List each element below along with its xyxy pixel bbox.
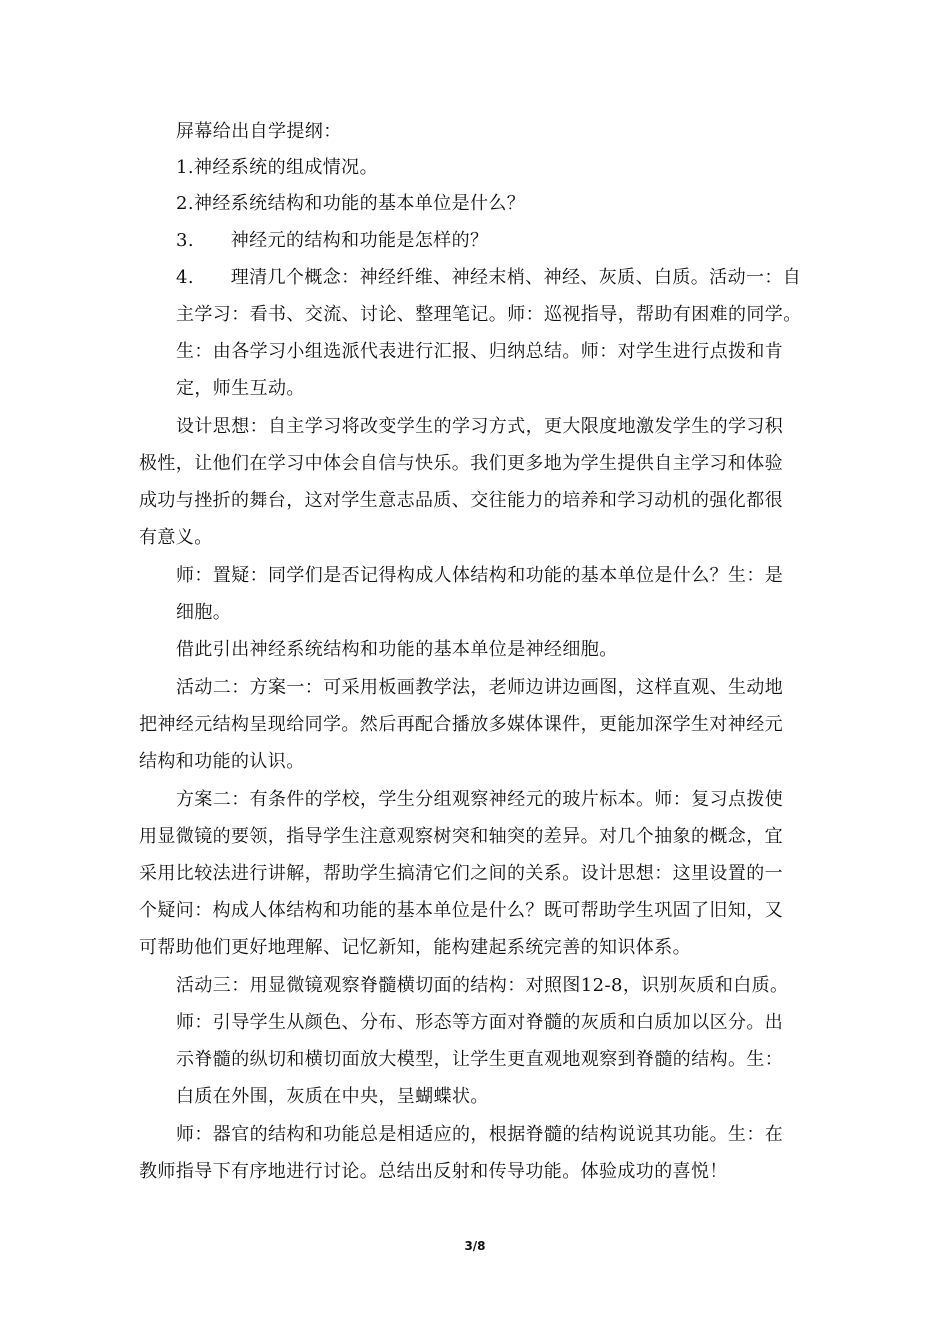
text-line: 1.神经系统的组成情况。 <box>176 157 378 178</box>
text-line: 采用比较法进行讲解，帮助学生搞清它们之间的关系。设计思想：这里设置的一 <box>139 863 783 884</box>
text-line: 屏幕给出自学提纲： <box>176 121 342 142</box>
text-line: 主学习：看书、交流、讨论、整理笔记。师：巡视指导，帮助有困难的同学。 <box>176 304 802 325</box>
text-line: 活动二：方案一：可采用板画教学法，老师边讲边画图，这样直观、生动地 <box>176 677 784 698</box>
page-number: 3/8 <box>464 1239 486 1253</box>
text-line: 2.神经系统结构和功能的基本单位是什么？ <box>176 193 526 214</box>
text-line: 设计思想：自主学习将改变学生的学习方式，更大限度地激发学生的学习积 <box>176 416 784 437</box>
text-line: 用显微镜的要领，指导学生注意观察树突和轴突的差异。对几个抽象的概念，宜 <box>139 826 783 847</box>
text-line: 结构和功能的认识。 <box>139 751 305 772</box>
text-line: 有意义。 <box>139 527 213 548</box>
text-line: 4. 理清几个概念：神经纤维、神经末梢、神经、灰质、白质。活动一：自 <box>176 267 802 288</box>
text-line: 成功与挫折的舞台，这对学生意志品质、交往能力的培养和学习动机的强化都很 <box>139 490 783 511</box>
text-line: 方案二：有条件的学校，学生分组观察神经元的玻片标本。师：复习点拨使 <box>176 789 784 810</box>
text-line: 细胞。 <box>176 602 232 623</box>
text-line: 教师指导下有序地进行讨论。总结出反射和传导功能。体验成功的喜悦！ <box>139 1161 728 1182</box>
text-line: 生：由各学习小组选派代表进行汇报、归纳总结。师：对学生进行点拨和肯 <box>176 341 784 362</box>
text-line: 师：器官的结构和功能总是相适应的，根据脊髓的结构说说其功能。生：在 <box>176 1124 784 1145</box>
text-line: 把神经元结构呈现给同学。然后再配合播放多媒体课件，更能加深学生对神经元 <box>139 714 783 735</box>
text-line: 借此引出神经系统结构和功能的基本单位是神经细胞。 <box>176 639 618 660</box>
text-line: 个疑问：构成人体结构和功能的基本单位是什么？既可帮助学生巩固了旧知，又 <box>139 900 783 921</box>
text-line: 示脊髓的纵切和横切面放大模型，让学生更直观地观察到脊髓的结构。生： <box>176 1049 784 1070</box>
text-line: 活动三：用显微镜观察脊髓横切面的结构：对照图12-8，识别灰质和白质。 <box>176 975 789 996</box>
text-line: 极性，让他们在学习中体会自信与快乐。我们更多地为学生提供自主学习和体验 <box>139 453 783 474</box>
text-line: 定，师生互动。 <box>176 378 305 399</box>
text-line: 白质在外围，灰质在中央，呈蝴蝶状。 <box>176 1086 489 1107</box>
text-line: 师：引导学生从颜色、分布、形态等方面对脊髓的灰质和白质加以区分。出 <box>176 1012 784 1033</box>
text-line: 3. 神经元的结构和功能是怎样的？ <box>176 230 489 251</box>
text-line: 可帮助他们更好地理解、记忆新知，能构建起系统完善的知识体系。 <box>139 937 691 958</box>
text-line: 师：置疑：同学们是否记得构成人体结构和功能的基本单位是什么？生：是 <box>176 565 784 586</box>
